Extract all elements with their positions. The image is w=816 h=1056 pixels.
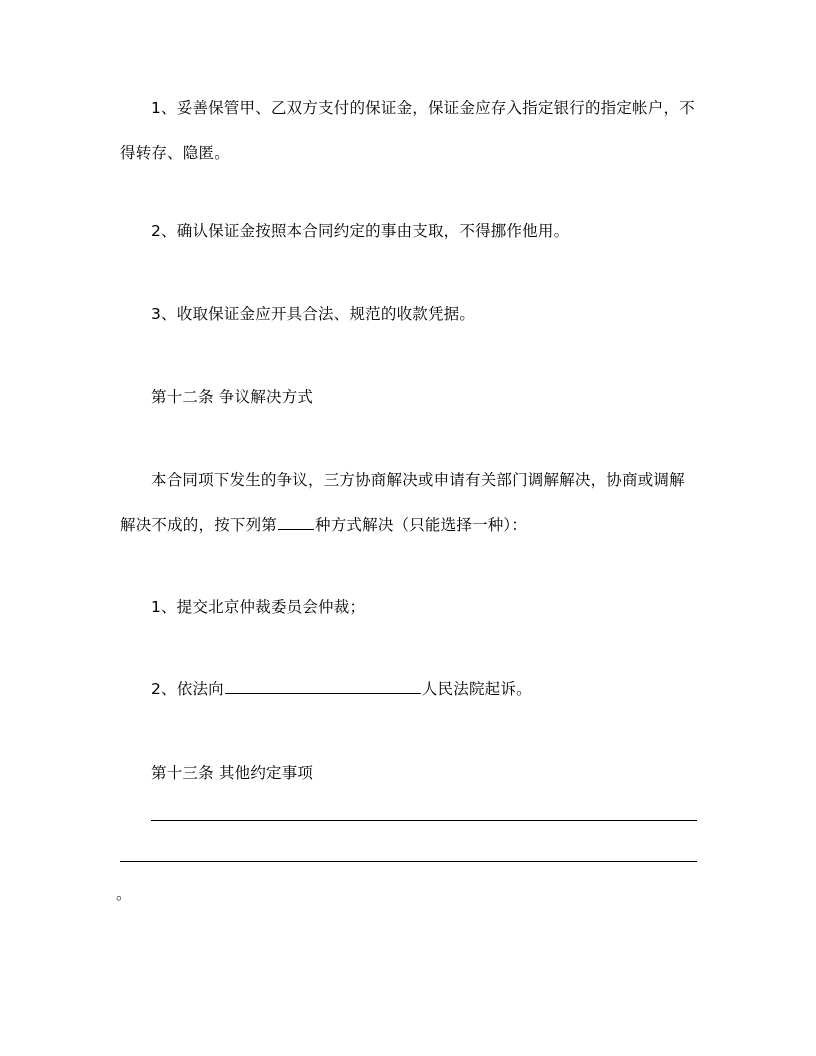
article-13-heading: 第十三条 其他约定事项 — [151, 764, 314, 782]
dispute-text-before-blank: 解决不成的，按下列第 — [120, 516, 278, 534]
clause-item-2: 2、确认保证金按照本合同约定的事由支取，不得挪作他用。 — [151, 222, 570, 240]
dispute-text-after-blank: 种方式解决（只能选择一种）： — [315, 516, 528, 534]
clause-item-3: 3、收取保证金应开具合法、规范的收款凭据。 — [151, 305, 476, 323]
dispute-paragraph-line2 — [120, 515, 527, 535]
dispute-option-2 — [151, 679, 532, 699]
court-name-blank — [225, 679, 421, 694]
other-terms-blank-line-1 — [151, 820, 697, 821]
closing-period: 。 — [116, 885, 132, 903]
option-2-text-before-blank: 2、依法向 — [151, 680, 224, 698]
article-12-heading: 第十二条 争议解决方式 — [151, 388, 314, 406]
dispute-option-1: 1、提交北京仲裁委员会仲裁； — [151, 598, 366, 616]
option-2-text-after-blank: 人民法院起诉。 — [421, 680, 532, 698]
choice-number-blank — [278, 515, 314, 530]
clause-item-1-line2: 得转存、隐匿。 — [120, 144, 230, 162]
other-terms-blank-line-2 — [120, 861, 697, 862]
clause-item-1-line1: 1、妥善保管甲、乙双方支付的保证金，保证金应存入指定银行的指定帐户，不 — [151, 99, 695, 117]
dispute-paragraph-line1: 本合同项下发生的争议，三方协商解决或申请有关部门调解解决，协商或调解 — [151, 471, 685, 489]
